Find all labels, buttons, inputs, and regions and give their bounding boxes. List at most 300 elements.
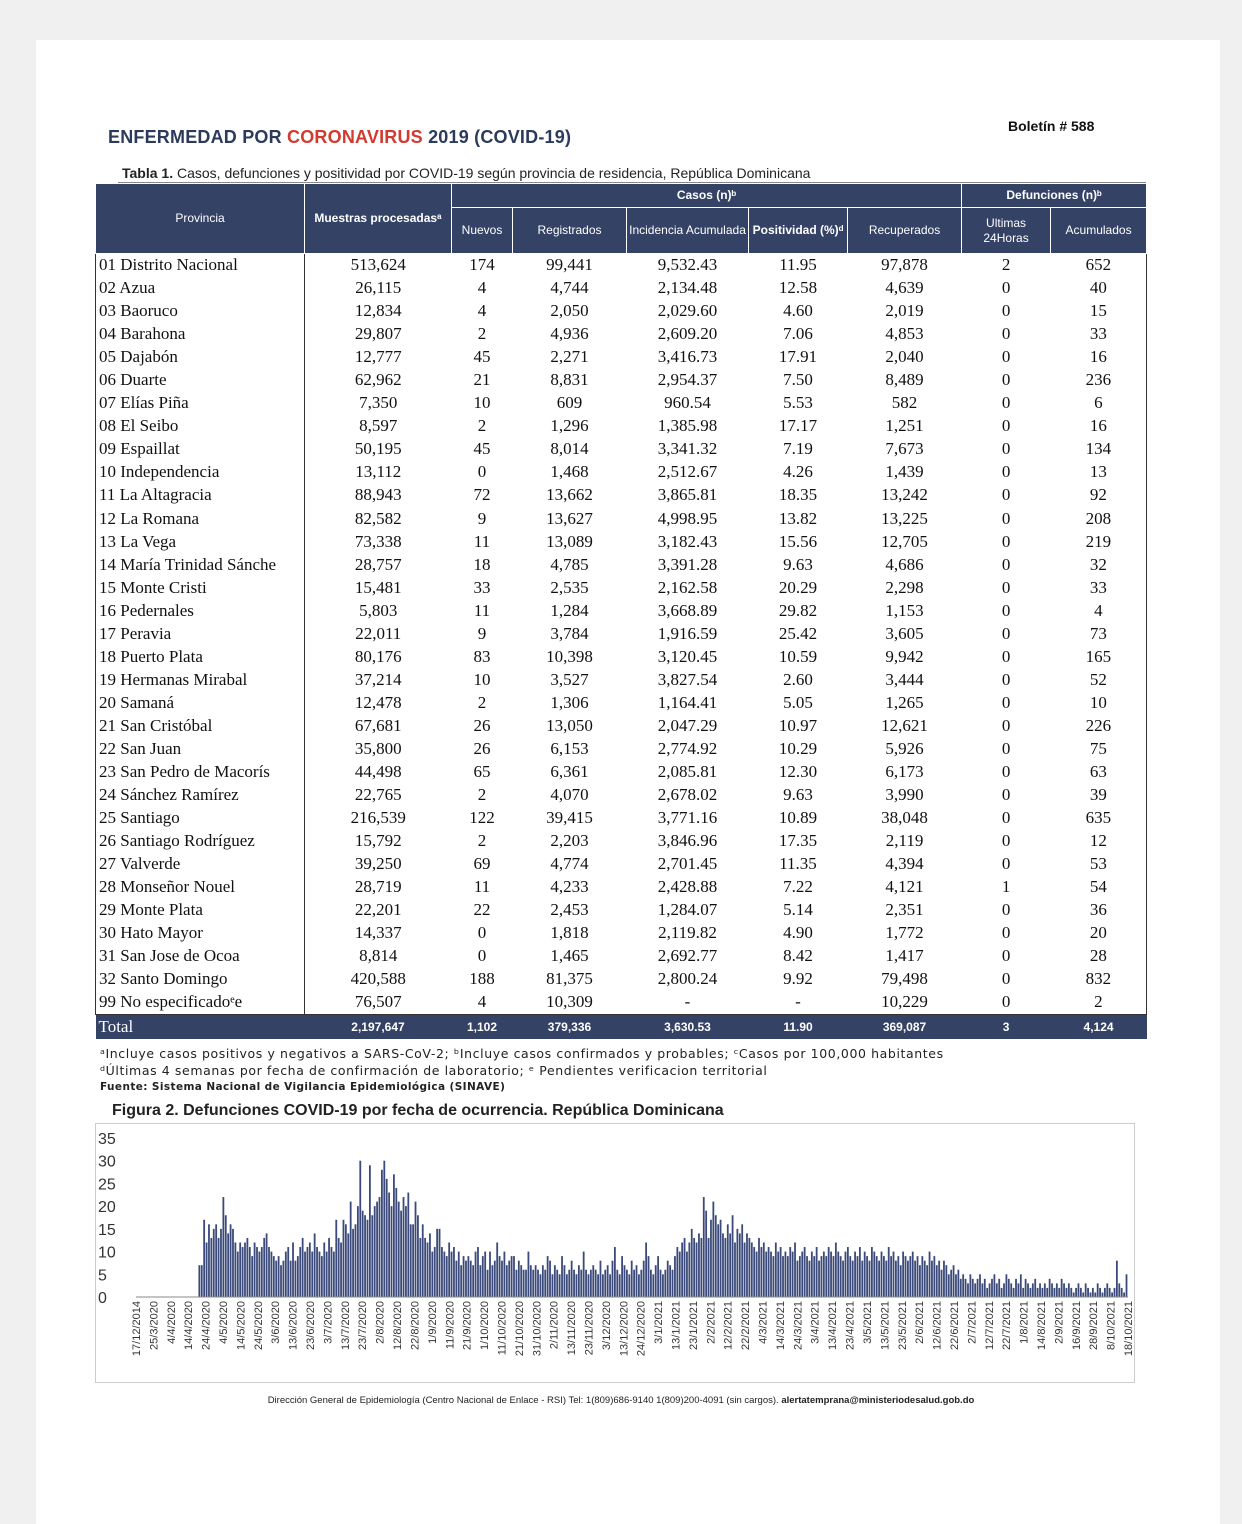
chart-bar bbox=[986, 1288, 988, 1297]
table-row bbox=[96, 968, 1147, 991]
cell-provincia: 05 Dajabón bbox=[96, 346, 305, 369]
cell-recuperados: 3,605 bbox=[885, 623, 924, 643]
chart-bar bbox=[648, 1256, 650, 1297]
cell-registrados: 1,284 bbox=[550, 600, 589, 620]
chart-bar bbox=[1051, 1283, 1053, 1297]
chart-bar bbox=[669, 1265, 671, 1297]
chart-bar bbox=[662, 1274, 664, 1297]
total-acumulados: 4,124 bbox=[1051, 1014, 1147, 1039]
chart-bar bbox=[969, 1274, 971, 1297]
chart-bar bbox=[883, 1256, 885, 1297]
chart-bar bbox=[885, 1261, 887, 1297]
cell-registrados: 1,468 bbox=[550, 462, 589, 482]
cell-acumulados: 33 bbox=[1051, 576, 1147, 599]
viewer-top-frame bbox=[0, 0, 1242, 40]
cell-incidencia: 3,846.96 bbox=[657, 831, 718, 851]
cell-ultimas: 0 bbox=[1001, 370, 1011, 390]
table-row bbox=[96, 991, 1147, 1014]
x-tick-label: 11/9/2020 bbox=[444, 1301, 457, 1350]
chart-bar bbox=[542, 1265, 544, 1297]
cell-acumulados: 635 bbox=[1051, 807, 1147, 830]
cell-ultimas: 0 bbox=[1001, 324, 1011, 344]
cell-nuevos: 0 bbox=[477, 946, 487, 966]
x-tick-label: 24/3/2021 bbox=[792, 1301, 805, 1350]
chart-bar bbox=[203, 1220, 205, 1297]
cell-muestras: 8,814 bbox=[359, 946, 398, 966]
cell-incidencia: 2,800.24 bbox=[657, 969, 718, 989]
cell-provincia: 32 Santo Domingo bbox=[96, 968, 305, 991]
cell-positividad: 7.50 bbox=[783, 370, 813, 390]
table-row bbox=[96, 645, 1147, 668]
cell-recuperados: 2,119 bbox=[885, 831, 924, 851]
cell-positividad: 9.92 bbox=[783, 969, 813, 989]
table-row bbox=[96, 553, 1147, 576]
chart-bar bbox=[657, 1256, 659, 1297]
cell-muestras: 420,588 bbox=[350, 969, 406, 989]
cell-provincia: 10 Independencia bbox=[96, 461, 305, 484]
chart-bar bbox=[873, 1252, 875, 1297]
cell-registrados: 1,306 bbox=[550, 692, 589, 712]
chart-bar bbox=[869, 1261, 871, 1297]
header-provincia: Provincia bbox=[96, 184, 305, 254]
header-recuperados: Recuperados bbox=[848, 208, 962, 254]
chart-bar bbox=[864, 1252, 866, 1297]
cell-nuevos: 26 bbox=[473, 739, 491, 758]
chart-bar bbox=[1085, 1283, 1087, 1297]
chart-bar bbox=[619, 1274, 621, 1297]
chart-bar bbox=[1102, 1292, 1104, 1297]
chart-bar bbox=[612, 1261, 614, 1297]
chart-bar bbox=[811, 1252, 813, 1297]
header-acumulados: Acumulados bbox=[1051, 208, 1147, 254]
chart-bar bbox=[222, 1197, 224, 1297]
x-tick-label: 13/1/2021 bbox=[670, 1301, 683, 1350]
cell-provincia: 17 Peravia bbox=[96, 622, 305, 645]
chart-bar bbox=[950, 1270, 952, 1297]
cell-nuevos: 69 bbox=[473, 854, 491, 874]
cell-positividad: 17.17 bbox=[778, 416, 818, 436]
cell-provincia: 25 Santiago bbox=[96, 807, 305, 830]
chart-bar bbox=[765, 1252, 767, 1297]
chart-bar bbox=[734, 1242, 736, 1297]
chart-bar bbox=[427, 1242, 429, 1297]
cell-positividad: 2.60 bbox=[783, 669, 813, 689]
chart-bar bbox=[957, 1270, 959, 1297]
chart-bar bbox=[1092, 1288, 1094, 1297]
x-tick-label: 2/8/2020 bbox=[374, 1301, 387, 1344]
cell-nuevos: 9 bbox=[477, 623, 487, 643]
cell-positividad: 7.06 bbox=[783, 324, 813, 344]
cell-ultimas: 0 bbox=[1001, 554, 1011, 574]
chart-bar bbox=[926, 1265, 928, 1297]
cell-nuevos: 22 bbox=[473, 900, 491, 920]
chart-bar bbox=[655, 1265, 657, 1297]
chart-bar bbox=[972, 1279, 974, 1297]
cell-recuperados: 2,019 bbox=[885, 301, 924, 321]
chart-bar bbox=[660, 1270, 662, 1297]
chart-bar bbox=[833, 1256, 835, 1297]
chart-bar bbox=[381, 1170, 383, 1297]
chart-bar bbox=[929, 1252, 931, 1297]
chart-bar bbox=[1022, 1288, 1024, 1297]
viewer-right-frame bbox=[1220, 0, 1242, 1524]
cell-recuperados: 13,225 bbox=[881, 508, 928, 528]
chart-bar bbox=[797, 1261, 799, 1297]
cell-positividad: 10.59 bbox=[778, 646, 818, 666]
cell-nuevos: 10 bbox=[473, 669, 491, 689]
chart-bar bbox=[905, 1256, 907, 1297]
cell-nuevos: 9 bbox=[477, 508, 487, 528]
table-row bbox=[96, 254, 1147, 277]
cell-provincia: 11 La Altagracia bbox=[96, 484, 305, 507]
cell-positividad: 12.58 bbox=[778, 278, 818, 298]
cell-positividad: 4.60 bbox=[783, 301, 813, 321]
table-caption-text: Casos, defunciones y positividad por COVID-19 según provincia de residencia, República Dominicana bbox=[173, 165, 811, 181]
chart-bar bbox=[338, 1238, 340, 1297]
cell-incidencia: 960.54 bbox=[664, 393, 711, 413]
footnote-2: ᵈÚltimas 4 semanas por fecha de confirmación de laboratorio; ᵉ Pendientes verificacion territorial bbox=[100, 1063, 768, 1078]
table-row bbox=[96, 714, 1147, 737]
cell-positividad: 5.14 bbox=[783, 900, 813, 920]
chart-bar bbox=[198, 1265, 200, 1297]
table-row bbox=[96, 300, 1147, 323]
cell-recuperados: 1,153 bbox=[885, 600, 924, 620]
cell-nuevos: 21 bbox=[473, 370, 491, 390]
chart-bar bbox=[595, 1270, 597, 1297]
cell-acumulados: 13 bbox=[1051, 461, 1147, 484]
chart-bar bbox=[321, 1256, 323, 1297]
cell-registrados: 13,050 bbox=[546, 715, 593, 735]
chart-bar bbox=[208, 1224, 210, 1297]
cell-registrados: 13,662 bbox=[546, 485, 593, 505]
x-tick-label: 2/11/2020 bbox=[548, 1301, 561, 1350]
cell-recuperados: 9,942 bbox=[885, 646, 924, 666]
cell-registrados: 8,014 bbox=[550, 439, 589, 459]
cell-registrados: 1,296 bbox=[550, 416, 589, 436]
table-row bbox=[96, 807, 1147, 830]
chart-bar bbox=[636, 1265, 638, 1297]
cell-recuperados: 12,705 bbox=[881, 531, 928, 551]
cell-nuevos: 33 bbox=[473, 577, 491, 597]
x-tick-label: 13/6/2020 bbox=[287, 1301, 300, 1350]
cell-nuevos: 72 bbox=[473, 485, 491, 505]
table-row bbox=[96, 277, 1147, 300]
chart-bar bbox=[672, 1270, 674, 1297]
cell-recuperados: 12,621 bbox=[881, 715, 928, 735]
chart-bar bbox=[643, 1261, 645, 1297]
chart-bar bbox=[352, 1229, 354, 1297]
chart-bar bbox=[357, 1206, 359, 1297]
cell-positividad: 12.30 bbox=[778, 762, 818, 782]
chart-bar bbox=[283, 1261, 285, 1297]
cell-ultimas: 0 bbox=[1001, 785, 1011, 805]
total-nuevos: 1,102 bbox=[452, 1014, 513, 1039]
total-recuperados: 369,087 bbox=[848, 1014, 962, 1039]
cell-ultimas: 0 bbox=[1001, 808, 1011, 828]
chart-bar bbox=[688, 1242, 690, 1297]
chart-bar bbox=[768, 1247, 770, 1297]
chart-bar bbox=[614, 1247, 616, 1297]
chart-bar bbox=[201, 1265, 203, 1297]
chart-bar bbox=[720, 1220, 722, 1297]
cell-provincia: 26 Santiago Rodríguez bbox=[96, 830, 305, 853]
chart-bar bbox=[518, 1261, 520, 1297]
cell-incidencia: 2,134.48 bbox=[657, 278, 718, 298]
chart-bar bbox=[1106, 1283, 1108, 1297]
cell-muestras: 8,597 bbox=[359, 416, 398, 436]
chart-bar bbox=[422, 1224, 424, 1297]
chart-bar bbox=[225, 1215, 227, 1297]
cell-muestras: 35,800 bbox=[354, 739, 402, 758]
chart-bar bbox=[523, 1270, 525, 1297]
cell-nuevos: 0 bbox=[477, 923, 487, 943]
x-tick-label: 12/6/2021 bbox=[931, 1301, 944, 1350]
cell-incidencia: 2,029.60 bbox=[657, 301, 718, 321]
chart-bar bbox=[691, 1229, 693, 1297]
chart-bar bbox=[388, 1193, 390, 1297]
cell-muestras: 62,962 bbox=[354, 370, 402, 390]
chart-bar bbox=[679, 1252, 681, 1297]
chart-bar bbox=[227, 1233, 229, 1297]
cell-ultimas: 0 bbox=[1001, 393, 1011, 413]
chart-bar bbox=[479, 1265, 481, 1297]
cell-positividad: 25.42 bbox=[778, 623, 818, 643]
table-row bbox=[96, 622, 1147, 645]
chart-bar bbox=[1114, 1288, 1116, 1297]
x-tick-label: 18/10/2021 bbox=[1123, 1301, 1135, 1357]
chart-bar bbox=[383, 1161, 385, 1297]
cell-ultimas: 0 bbox=[1001, 508, 1011, 528]
chart-bar bbox=[206, 1242, 208, 1297]
chart-bar bbox=[350, 1202, 352, 1297]
chart-bar bbox=[698, 1233, 700, 1297]
chart-bar bbox=[722, 1233, 724, 1297]
cell-nuevos: 45 bbox=[473, 439, 491, 459]
chart-bar bbox=[602, 1274, 604, 1297]
chart-bar bbox=[412, 1224, 414, 1297]
cell-provincia: 09 Espaillat bbox=[96, 438, 305, 461]
chart-bar bbox=[347, 1233, 349, 1297]
cell-muestras: 14,337 bbox=[354, 923, 402, 943]
chart-bar bbox=[309, 1242, 311, 1297]
chart-bar bbox=[451, 1252, 453, 1297]
cell-incidencia: 4,998.95 bbox=[657, 508, 718, 528]
chart-bar bbox=[900, 1265, 902, 1297]
x-tick-label: 1/10/2020 bbox=[479, 1301, 492, 1350]
chart-bar bbox=[535, 1265, 537, 1297]
cell-provincia: 27 Valverde bbox=[96, 853, 305, 876]
chart-bar bbox=[715, 1215, 717, 1297]
cell-nuevos: 174 bbox=[469, 255, 495, 275]
chart-bar bbox=[650, 1270, 652, 1297]
chart-bar bbox=[897, 1256, 899, 1297]
chart-bar bbox=[616, 1270, 618, 1297]
chart-bar bbox=[780, 1247, 782, 1297]
chart-bar bbox=[708, 1238, 710, 1297]
chart-bar bbox=[770, 1252, 772, 1297]
chart-bar bbox=[1030, 1288, 1032, 1297]
chart-bar bbox=[609, 1274, 611, 1297]
x-tick-label: 24/12/2020 bbox=[635, 1301, 648, 1357]
chart-bar bbox=[268, 1247, 270, 1297]
chart-bar bbox=[1013, 1288, 1015, 1297]
cell-nuevos: 188 bbox=[469, 969, 495, 989]
header-casos-group: Casos (n)ᵇ bbox=[452, 184, 962, 208]
chart-bar bbox=[1078, 1283, 1080, 1297]
cell-acumulados: 20 bbox=[1051, 922, 1147, 945]
chart-bar bbox=[965, 1279, 967, 1297]
cell-acumulados: 53 bbox=[1051, 853, 1147, 876]
cell-muestras: 216,539 bbox=[350, 808, 406, 828]
cell-registrados: 2,453 bbox=[550, 900, 589, 920]
x-tick-label: 23/11/2020 bbox=[583, 1301, 596, 1356]
viewer-left-frame bbox=[0, 0, 36, 1524]
footer-contact: Dirección General de Epidemiología (Centro Nacional de Enlace - RSI) Tel: 1(809)686-9140 1(809)200-4091 (sin cargos). bbox=[267, 1395, 782, 1406]
chart-bar bbox=[758, 1238, 760, 1297]
cell-acumulados: 33 bbox=[1051, 323, 1147, 346]
chart-bar bbox=[1015, 1279, 1017, 1297]
chart-bar bbox=[448, 1242, 450, 1297]
cell-registrados: 1,465 bbox=[550, 946, 589, 966]
chart-bar bbox=[881, 1252, 883, 1297]
chart-bar bbox=[467, 1256, 469, 1297]
x-tick-label: 1/9/2020 bbox=[426, 1301, 439, 1344]
chart-bar bbox=[362, 1211, 364, 1297]
document-heading bbox=[108, 127, 571, 148]
cell-registrados: 4,233 bbox=[550, 877, 589, 897]
footnote-source: Fuente: Sistema Nacional de Vigilancia Epidemiológica (SINAVE) bbox=[100, 1081, 506, 1093]
cell-recuperados: 1,772 bbox=[885, 923, 924, 943]
cell-nuevos: 2 bbox=[477, 416, 487, 436]
cell-muestras: 88,943 bbox=[354, 485, 402, 505]
chart-bar bbox=[263, 1238, 265, 1297]
chart-bar bbox=[748, 1238, 750, 1297]
chart-bar bbox=[1025, 1279, 1027, 1297]
cell-ultimas: 1 bbox=[1001, 877, 1011, 897]
cell-nuevos: 2 bbox=[477, 831, 487, 851]
chart-bar bbox=[484, 1252, 486, 1297]
cell-incidencia: 3,120.45 bbox=[657, 646, 718, 666]
x-tick-label: 3/7/2020 bbox=[322, 1301, 335, 1344]
chart-bar bbox=[345, 1224, 347, 1297]
cell-nuevos: 11 bbox=[473, 531, 491, 551]
chart-bar bbox=[676, 1247, 678, 1297]
cell-muestras: 28,719 bbox=[354, 877, 402, 897]
cell-incidencia: 9,532.43 bbox=[657, 255, 718, 275]
chart-bar bbox=[967, 1283, 969, 1297]
chart-bar bbox=[431, 1252, 433, 1297]
x-tick-label: 23/7/2020 bbox=[357, 1301, 370, 1350]
table-row bbox=[96, 392, 1147, 415]
x-tick-label: 13/11/2020 bbox=[566, 1301, 579, 1356]
chart-bar bbox=[316, 1247, 318, 1297]
chart-bar bbox=[1099, 1288, 1101, 1297]
cell-acumulados: 63 bbox=[1051, 761, 1147, 784]
cell-incidencia: 3,341.32 bbox=[657, 439, 718, 459]
cell-recuperados: 1,251 bbox=[885, 416, 924, 436]
y-tick-label: 5 bbox=[98, 1267, 107, 1285]
chart-bar bbox=[813, 1256, 815, 1297]
cell-incidencia: 2,701.45 bbox=[657, 854, 718, 874]
cell-ultimas: 0 bbox=[1001, 831, 1011, 851]
cell-recuperados: 97,878 bbox=[881, 255, 928, 275]
cell-acumulados: 39 bbox=[1051, 784, 1147, 807]
chart-bar bbox=[914, 1261, 916, 1297]
cell-muestras: 22,201 bbox=[354, 900, 402, 920]
chart-bar bbox=[386, 1179, 388, 1297]
x-tick-label: 13/12/2020 bbox=[618, 1301, 631, 1357]
cell-recuperados: 4,686 bbox=[885, 554, 924, 574]
chart-bar bbox=[419, 1238, 421, 1297]
x-tick-label: 13/5/2021 bbox=[879, 1301, 892, 1350]
footnote-1: ᵃIncluye casos positivos y negativos a SARS-CoV-2; ᵇIncluye casos confirmados y probables; ᶜCasos por 100,000 habitantes bbox=[100, 1046, 944, 1061]
cell-positividad: 9.63 bbox=[783, 785, 813, 805]
chart-bar bbox=[979, 1274, 981, 1297]
chart-bar bbox=[1094, 1292, 1096, 1297]
chart-bar bbox=[290, 1261, 292, 1297]
chart-bar bbox=[559, 1274, 561, 1297]
chart-bar bbox=[924, 1261, 926, 1297]
chart-bar bbox=[1037, 1288, 1039, 1297]
chart-bar bbox=[564, 1265, 566, 1297]
chart-bar bbox=[295, 1261, 297, 1297]
cell-ultimas: 0 bbox=[1001, 623, 1011, 643]
cell-recuperados: 7,673 bbox=[885, 439, 924, 459]
chart-bar bbox=[1097, 1283, 1099, 1297]
cell-recuperados: 582 bbox=[891, 393, 918, 413]
chart-bar bbox=[304, 1252, 306, 1297]
cell-acumulados: 16 bbox=[1051, 415, 1147, 438]
x-tick-label: 3/5/2021 bbox=[861, 1301, 874, 1344]
x-tick-label: 22/6/2021 bbox=[949, 1301, 961, 1350]
chart-bar bbox=[974, 1283, 976, 1297]
chart-bar bbox=[592, 1265, 594, 1297]
cell-provincia: 20 Samaná bbox=[96, 691, 305, 714]
cell-acumulados: 15 bbox=[1051, 300, 1147, 323]
cell-incidencia: 3,668.89 bbox=[657, 600, 718, 620]
chart-bar bbox=[297, 1256, 299, 1297]
table-caption bbox=[122, 165, 810, 181]
chart-bar bbox=[809, 1261, 811, 1297]
chart-bar bbox=[1018, 1283, 1020, 1297]
cell-muestras: 73,338 bbox=[354, 531, 402, 551]
cell-acumulados: 832 bbox=[1051, 968, 1147, 991]
cell-incidencia: 3,416.73 bbox=[657, 347, 718, 367]
chart-bar bbox=[1073, 1292, 1075, 1297]
chart-bar bbox=[470, 1261, 472, 1297]
cell-recuperados: 3,444 bbox=[885, 669, 924, 689]
chart-bar bbox=[727, 1224, 729, 1297]
x-tick-label: 24/4/2020 bbox=[200, 1301, 213, 1350]
x-tick-label: 2/2/2021 bbox=[705, 1301, 718, 1344]
chart-bar bbox=[1090, 1292, 1092, 1297]
chart-bar bbox=[364, 1215, 366, 1297]
chart-bar bbox=[852, 1261, 854, 1297]
chart-bar bbox=[645, 1242, 647, 1297]
heading-part-1: ENFERMEDAD POR bbox=[108, 127, 288, 147]
cell-recuperados: 4,394 bbox=[885, 854, 924, 874]
chart-bar bbox=[410, 1224, 412, 1297]
chart-bar bbox=[439, 1229, 441, 1297]
chart-bar bbox=[210, 1238, 212, 1297]
chart-bar bbox=[1032, 1283, 1034, 1297]
chart-bar bbox=[429, 1233, 431, 1297]
chart-bar bbox=[821, 1256, 823, 1297]
chart-bar bbox=[323, 1242, 325, 1297]
chart-bar bbox=[280, 1265, 282, 1297]
chart-bar bbox=[242, 1247, 244, 1297]
cell-recuperados: 2,040 bbox=[885, 347, 924, 367]
